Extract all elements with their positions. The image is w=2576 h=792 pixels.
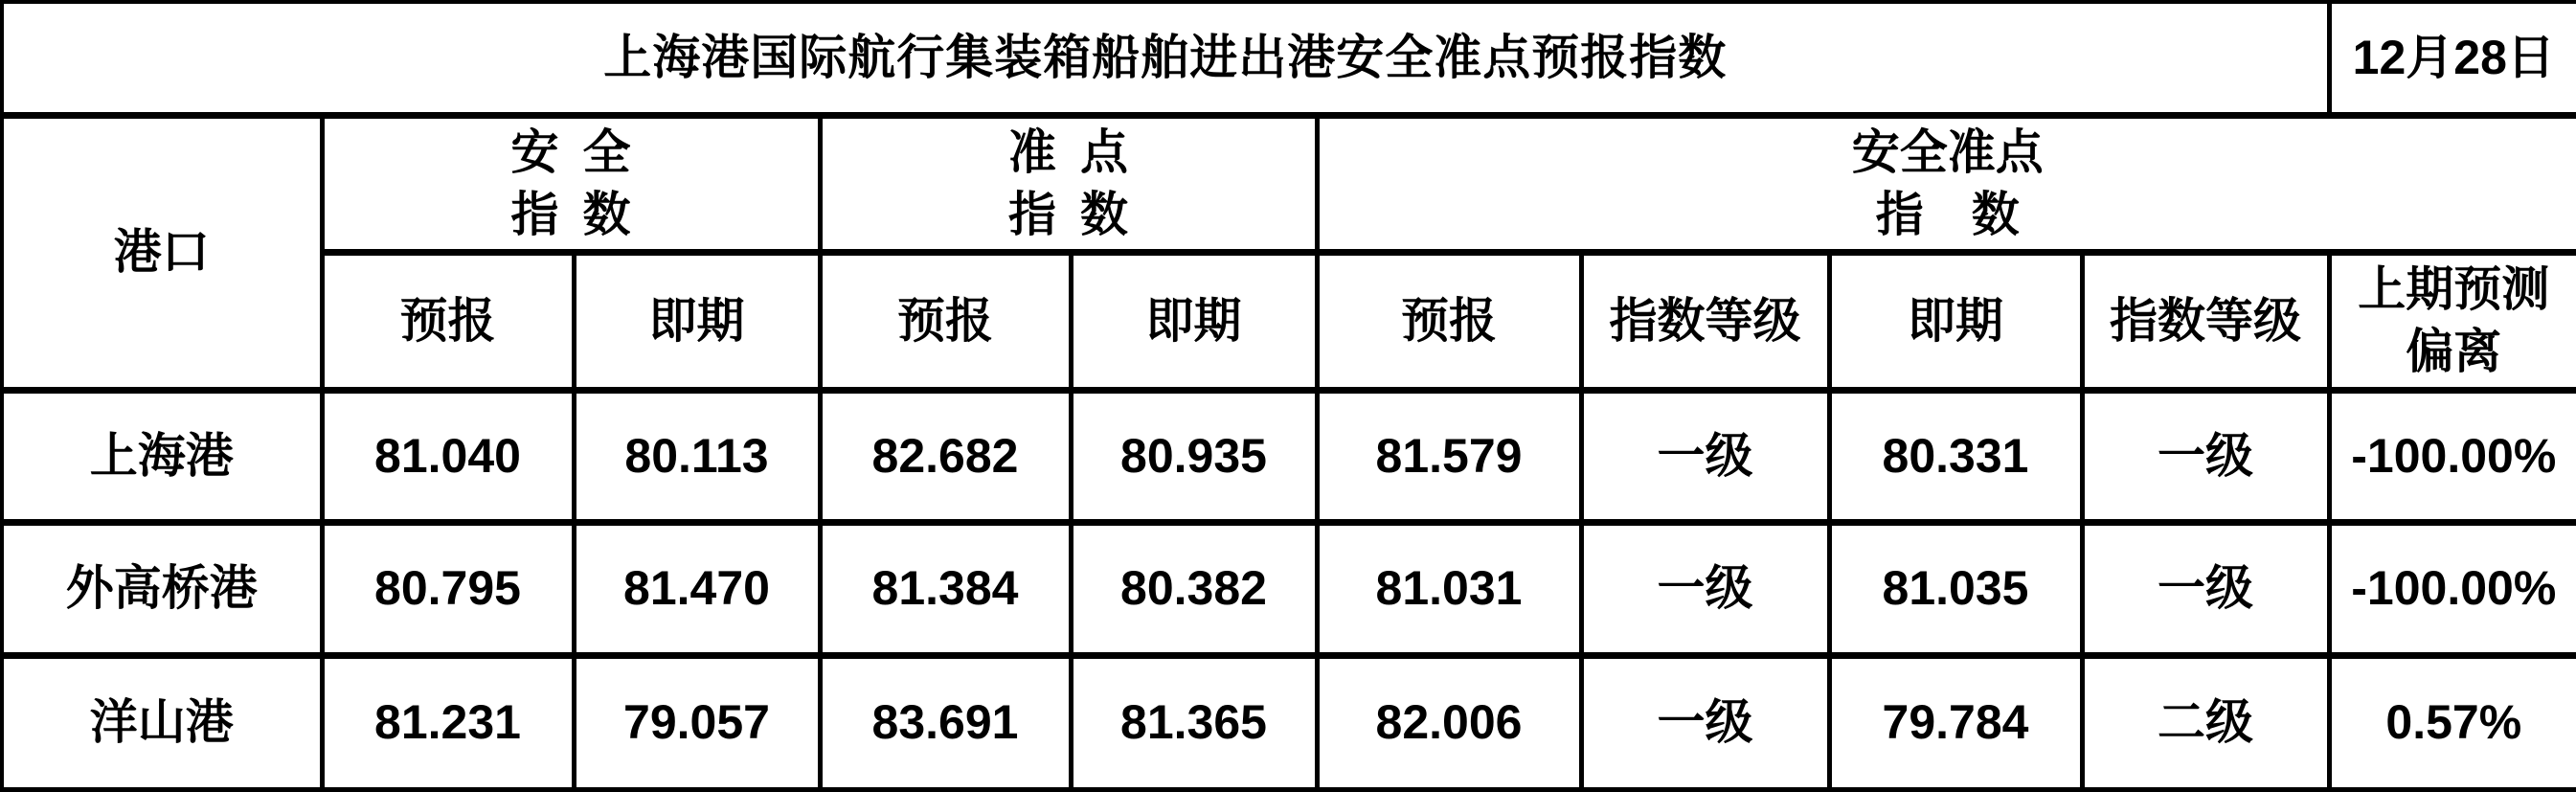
table-date: 12月28日 [2329, 2, 2576, 115]
header-sp-current: 即期 [1829, 252, 2082, 390]
sp-forecast-value: 82.006 [1317, 655, 1581, 789]
header-group-safety-punctuality-index-line1: 安全准点 [1320, 122, 2576, 184]
group-header-row [2, 115, 2576, 252]
sp-forecast-value: 81.031 [1317, 522, 1581, 655]
sp-forecast-value: 81.579 [1317, 390, 1581, 522]
punctuality-current-value: 80.382 [1071, 522, 1317, 655]
safety-forecast-value: 80.795 [322, 522, 574, 655]
header-sp-forecast-grade: 指数等级 [1581, 252, 1829, 390]
header-group-punctuality-index-line1: 准 点 [823, 122, 1315, 184]
table-title: 上海港国际航行集装箱船舶进出港安全准点预报指数 [2, 2, 2329, 115]
sp-current-value: 79.784 [1829, 655, 2082, 789]
sp-current-grade: 一级 [2082, 522, 2329, 655]
safety-current-value: 80.113 [574, 390, 820, 522]
header-group-safety-index-line1: 安 全 [325, 122, 818, 184]
header-group-safety-index [322, 115, 820, 252]
sp-forecast-grade: 一级 [1581, 655, 1829, 789]
header-sp-forecast: 预报 [1317, 252, 1581, 390]
punctuality-current-value: 80.935 [1071, 390, 1317, 522]
safety-current-value: 81.470 [574, 522, 820, 655]
header-group-safety-index-line2: 指 数 [325, 184, 818, 246]
prev-deviation-value: 0.57% [2329, 655, 2576, 789]
header-punctuality-current: 即期 [1071, 252, 1317, 390]
prev-deviation-value: -100.00% [2329, 390, 2576, 522]
port-name: 外高桥港 [2, 522, 322, 655]
sp-forecast-grade: 一级 [1581, 522, 1829, 655]
sp-current-value: 80.331 [1829, 390, 2082, 522]
sp-forecast-grade: 一级 [1581, 390, 1829, 522]
sp-current-value: 81.035 [1829, 522, 2082, 655]
header-group-safety-punctuality-index-line2: 指 数 [1320, 184, 2576, 246]
punctuality-forecast-value: 82.682 [820, 390, 1071, 522]
punctuality-forecast-value: 81.384 [820, 522, 1071, 655]
table-row-shanghai [2, 390, 2576, 522]
header-port: 港口 [2, 115, 322, 390]
safety-current-value: 79.057 [574, 655, 820, 789]
punctuality-forecast-value: 83.691 [820, 655, 1071, 789]
header-sp-current-grade: 指数等级 [2082, 252, 2329, 390]
header-group-punctuality-index-line2: 指 数 [823, 184, 1315, 246]
punctuality-current-value: 81.365 [1071, 655, 1317, 789]
sp-current-grade: 二级 [2082, 655, 2329, 789]
header-safety-forecast: 预报 [322, 252, 574, 390]
sub-header-row [2, 252, 2576, 390]
header-prev-forecast-deviation-line2: 偏离 [2332, 321, 2576, 383]
header-prev-forecast-deviation-line1: 上期预测 [2332, 259, 2576, 321]
prev-deviation-value: -100.00% [2329, 522, 2576, 655]
title-row [2, 2, 2576, 115]
table-row-yangshan [2, 655, 2576, 789]
header-group-safety-punctuality-index [1317, 115, 2576, 252]
header-group-punctuality-index [820, 115, 1317, 252]
port-name: 上海港 [2, 390, 322, 522]
safety-forecast-value: 81.040 [322, 390, 574, 522]
safety-forecast-value: 81.231 [322, 655, 574, 789]
header-prev-forecast-deviation [2329, 252, 2576, 390]
header-punctuality-forecast: 预报 [820, 252, 1071, 390]
port-name: 洋山港 [2, 655, 322, 789]
header-safety-current: 即期 [574, 252, 820, 390]
table-row-waigaoqiao [2, 522, 2576, 655]
sp-current-grade: 一级 [2082, 390, 2329, 522]
